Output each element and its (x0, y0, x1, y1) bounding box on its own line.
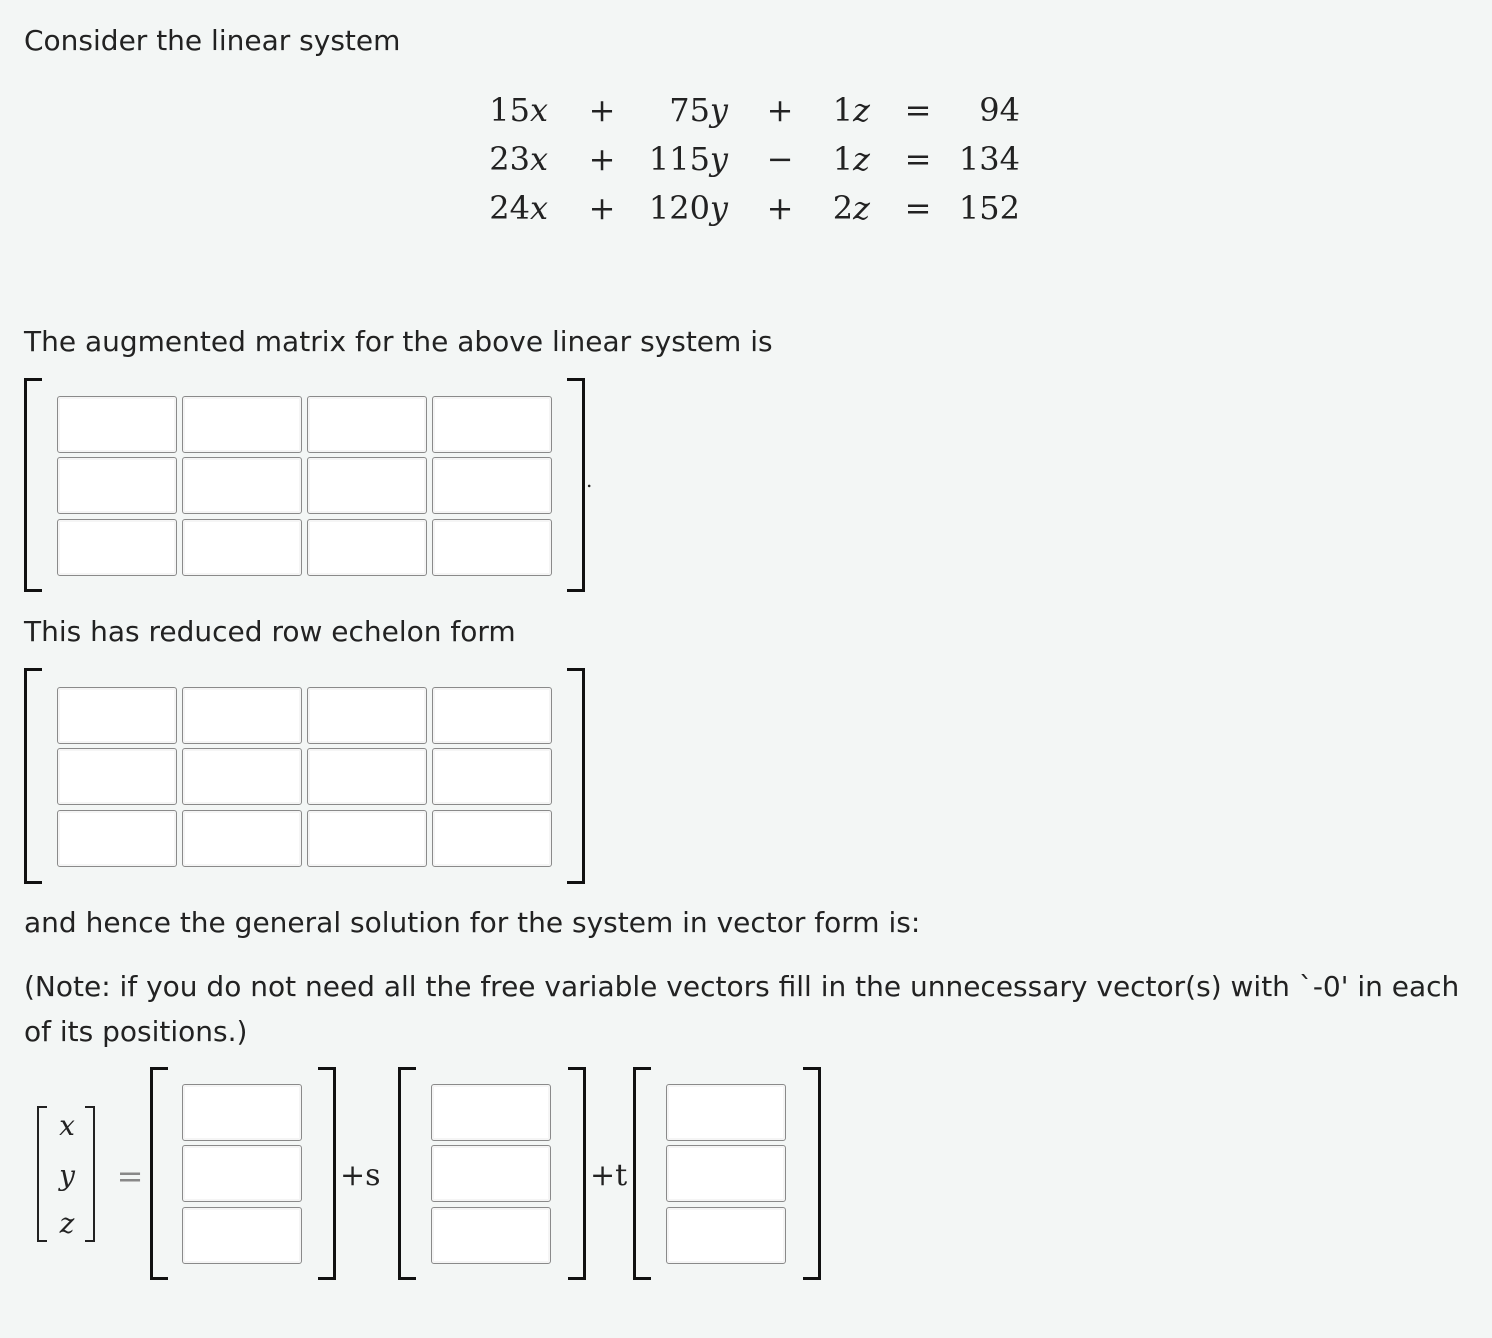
particular-right-bracket (318, 1067, 336, 1280)
t-vector-cell-1[interactable] (666, 1084, 786, 1141)
lhs-left-bracket (37, 1106, 47, 1242)
eq1-z-var: z (853, 91, 870, 129)
rref-cell-r3c3[interactable] (307, 810, 427, 867)
augmented-matrix-label: The augmented matrix for the above linear system is (24, 325, 773, 358)
general-solution-label: and hence the general solution for the system in vector form is: (24, 906, 921, 939)
lhs-z: z (59, 1207, 75, 1240)
eq3-x-term (480, 188, 548, 228)
rref-cell-r2c4[interactable] (432, 748, 552, 805)
augmented-cell-r3c1[interactable] (57, 519, 177, 576)
eq1-z-coef: 1 (832, 91, 854, 129)
plus-s-label: +s (340, 1158, 381, 1193)
eq1-y-term (640, 90, 728, 130)
augmented-cell-r3c2[interactable] (182, 519, 302, 576)
eq3-op1: + (588, 189, 616, 227)
eq2-z-coef: 1 (832, 140, 854, 178)
eq2-x-coef: 23 (489, 140, 530, 178)
eq3-y-coef: 120 (648, 189, 710, 227)
eq1-rhs: 94 (979, 91, 1020, 129)
t-vector-cell-3[interactable] (666, 1207, 786, 1264)
eq3-z-coef: 2 (832, 189, 854, 227)
rref-cell-r3c4[interactable] (432, 810, 552, 867)
eq3-equals: = (904, 189, 932, 227)
eq2-y-term (640, 139, 728, 179)
eq2-op1: + (588, 140, 616, 178)
vector-equals: = (116, 1157, 144, 1195)
particular-left-bracket (150, 1067, 168, 1280)
eq1-equals: = (904, 91, 932, 129)
plus-t-label: +t (590, 1158, 628, 1193)
augmented-period: . (586, 468, 593, 492)
eq3-y-term (640, 188, 728, 228)
augmented-cell-r1c3[interactable] (307, 396, 427, 453)
eq2-z-var: z (853, 140, 870, 178)
eq2-rhs: 134 (958, 140, 1020, 178)
eq2-x-var: x (529, 140, 548, 178)
eq3-op2: + (766, 189, 794, 227)
eq3-rhs: 152 (958, 189, 1020, 227)
eq1-op1: + (588, 91, 616, 129)
eq2-op2: − (766, 140, 794, 178)
eq2-equals: = (904, 140, 932, 178)
rref-cell-r1c2[interactable] (182, 687, 302, 744)
eq3-z-var: z (853, 189, 870, 227)
eq1-x-coef: 15 (489, 91, 530, 129)
augmented-cell-r1c1[interactable] (57, 396, 177, 453)
eq3-y-var: y (709, 189, 728, 227)
rref-cell-r2c3[interactable] (307, 748, 427, 805)
augmented-right-bracket (567, 378, 585, 592)
augmented-cell-r1c4[interactable] (432, 396, 552, 453)
augmented-cell-r2c2[interactable] (182, 457, 302, 514)
particular-cell-3[interactable] (182, 1207, 302, 1264)
eq3-x-var: x (529, 189, 548, 227)
eq2-y-var: y (709, 140, 728, 178)
augmented-cell-r2c4[interactable] (432, 457, 552, 514)
augmented-cell-r3c4[interactable] (432, 519, 552, 576)
eq3-z-term (820, 188, 870, 228)
augmented-left-bracket (24, 378, 42, 592)
intro-text: Consider the linear system (24, 24, 401, 57)
eq1-x-var: x (529, 91, 548, 129)
rref-cell-r1c4[interactable] (432, 687, 552, 744)
free-variable-note: (Note: if you do not need all the free variable vectors fill in the unnecessary vector(s) with `-0' in each of its positions.) (24, 970, 1460, 1048)
s-vector-cell-2[interactable] (431, 1145, 551, 1202)
eq1-x-term (480, 90, 548, 130)
augmented-cell-r3c3[interactable] (307, 519, 427, 576)
eq1-y-coef: 75 (669, 91, 710, 129)
eq1-y-var: y (709, 91, 728, 129)
lhs-y: y (59, 1159, 75, 1192)
eq2-y-coef: 115 (648, 140, 710, 178)
eq3-x-coef: 24 (489, 189, 530, 227)
rref-cell-r3c1[interactable] (57, 810, 177, 867)
rref-cell-r3c2[interactable] (182, 810, 302, 867)
augmented-cell-r2c3[interactable] (307, 457, 427, 514)
rref-cell-r1c3[interactable] (307, 687, 427, 744)
rref-left-bracket (24, 668, 42, 884)
eq1-op2: + (766, 91, 794, 129)
augmented-cell-r1c2[interactable] (182, 396, 302, 453)
rref-label: This has reduced row echelon form (24, 615, 516, 648)
t-vector-cell-2[interactable] (666, 1145, 786, 1202)
lhs-x: x (59, 1109, 75, 1142)
eq2-z-term (820, 139, 870, 179)
s-vector-cell-3[interactable] (431, 1207, 551, 1264)
rref-cell-r2c2[interactable] (182, 748, 302, 805)
rref-cell-r1c1[interactable] (57, 687, 177, 744)
particular-cell-1[interactable] (182, 1084, 302, 1141)
eq1-z-term (820, 90, 870, 130)
particular-cell-2[interactable] (182, 1145, 302, 1202)
eq2-x-term (480, 139, 548, 179)
rref-cell-r2c1[interactable] (57, 748, 177, 805)
s-vector-left-bracket (398, 1067, 416, 1280)
rref-right-bracket (567, 668, 585, 884)
s-vector-cell-1[interactable] (431, 1084, 551, 1141)
s-vector-right-bracket (568, 1067, 586, 1280)
t-vector-right-bracket (803, 1067, 821, 1280)
t-vector-left-bracket (633, 1067, 651, 1280)
augmented-cell-r2c1[interactable] (57, 457, 177, 514)
